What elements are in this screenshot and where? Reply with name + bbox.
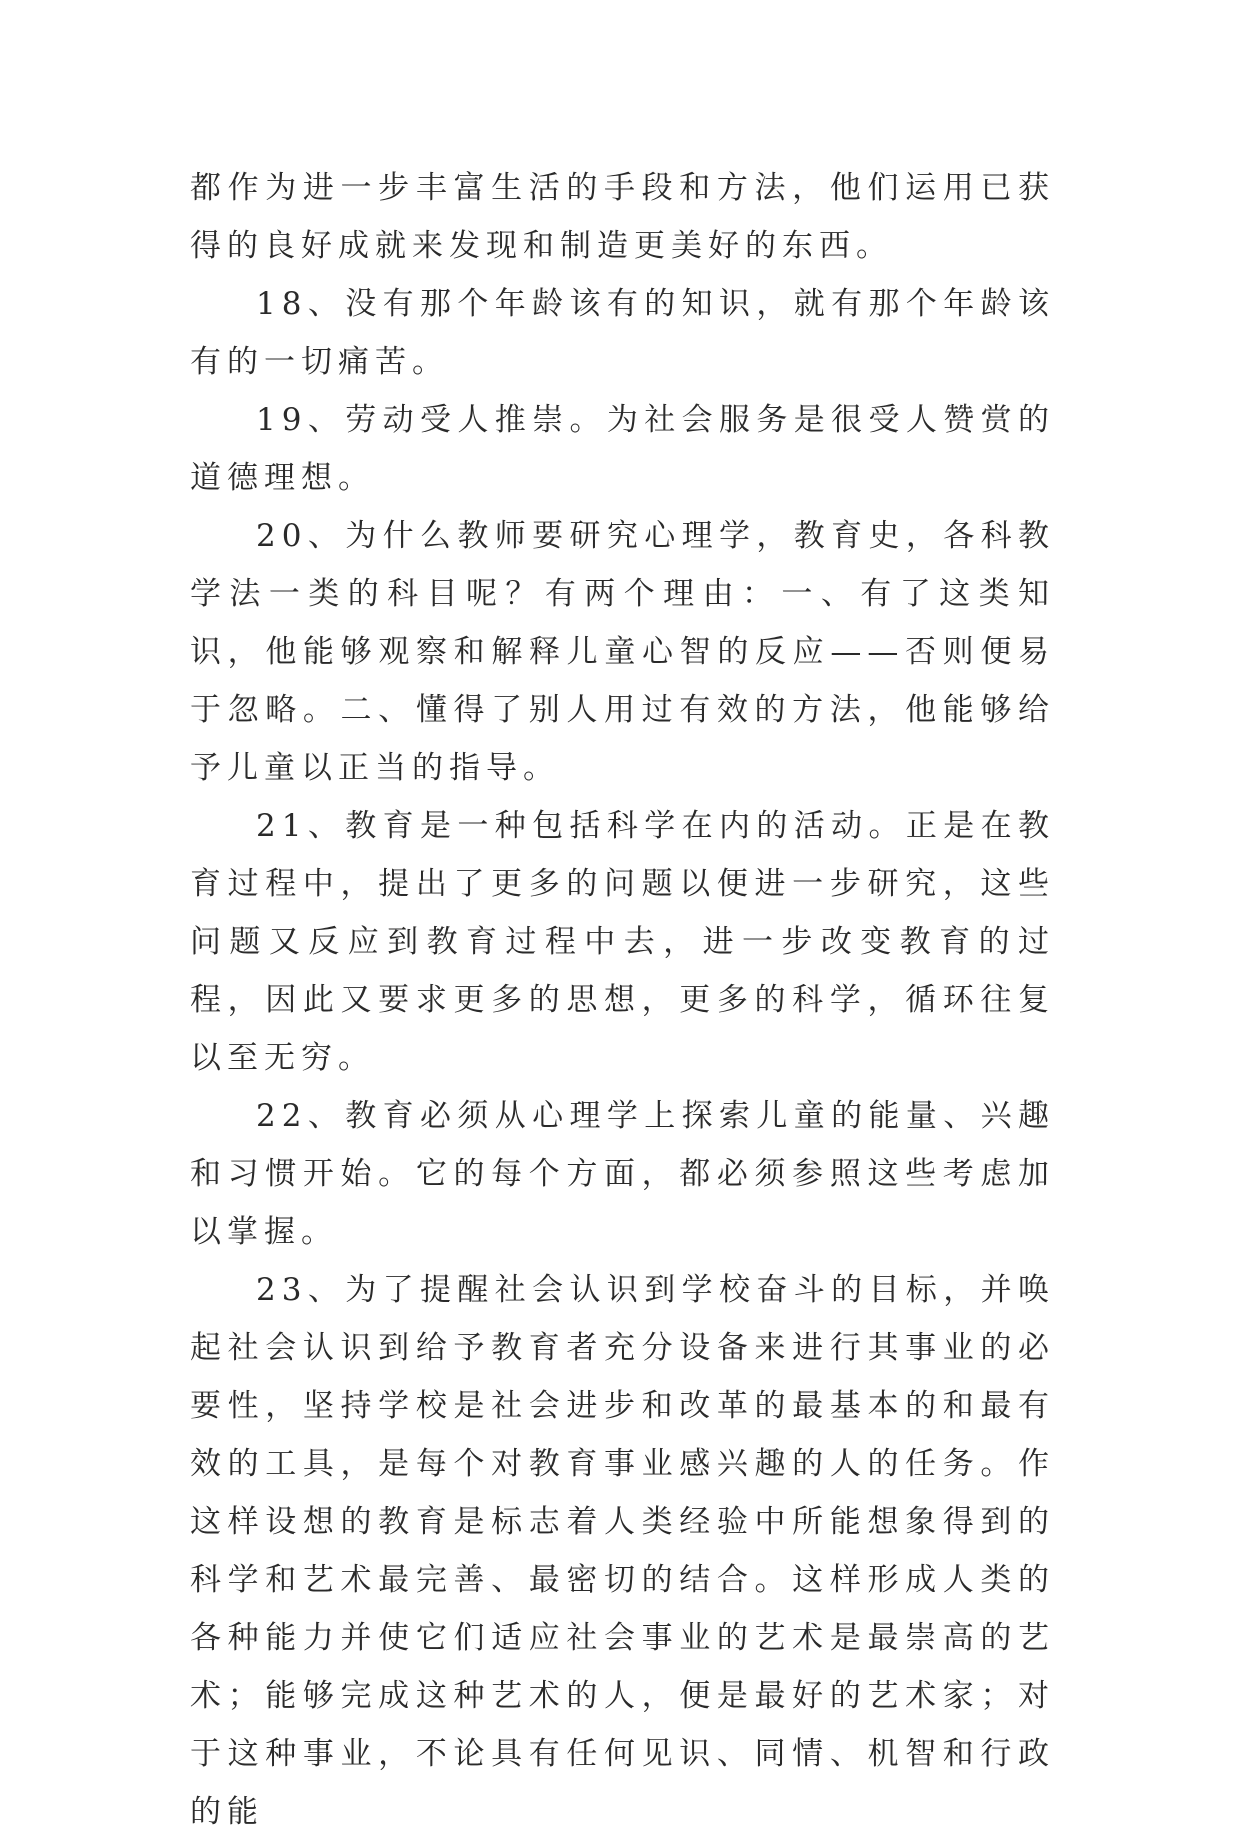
paragraph-continuation: 都作为进一步丰富生活的手段和方法，他们运用已获得的良好成就来发现和制造更美好的东西。 — [190, 170, 1055, 264]
paragraph-23: 23、为了提醒社会认识到学校奋斗的目标，并唤起社会认识到给予教育者充分设备来进行其事业的必要性，坚持学校是社会进步和改革的最基本的和最有效的工具，是每个对教育事业感兴趣的人的任务。作这样设想的教育是标志着人类经验中所能想象得到的科学和艺术最完善、最密切的结合。这样形成人类的各种能力并使它们适应社会事业的艺术是最崇高的艺术；能够完成这种艺术的人，便是最好的艺术家；对于这种事业，不论具有任何见识、同情、机智和行政的能 — [190, 1272, 1055, 1830]
paragraph-21: 21、教育是一种包括科学在内的活动。正是在教育过程中，提出了更多的问题以便进一步研究，这些问题又反应到教育过程中去，进一步改变教育的过程，因此又要求更多的思想，更多的科学，循环往复以至无穷。 — [190, 808, 1055, 1076]
paragraph-20: 20、为什么教师要研究心理学，教育史，各科教学法一类的科目呢？有两个理由：一、有了这类知识，他能够观察和解释儿童心智的反应——否则便易于忽略。二、懂得了别人用过有效的方法，他能够给予儿童以正当的指导。 — [190, 518, 1055, 786]
body-text — [190, 159, 1055, 1841]
paragraph-18: 18、没有那个年龄该有的知识，就有那个年龄该有的一切痛苦。 — [190, 286, 1055, 380]
paragraph-19: 19、劳动受人推崇。为社会服务是很受人赞赏的道德理想。 — [190, 402, 1055, 496]
paragraph-22: 22、教育必须从心理学上探索儿童的能量、兴趣和习惯开始。它的每个方面，都必须参照这些考虑加以掌握。 — [190, 1098, 1055, 1250]
